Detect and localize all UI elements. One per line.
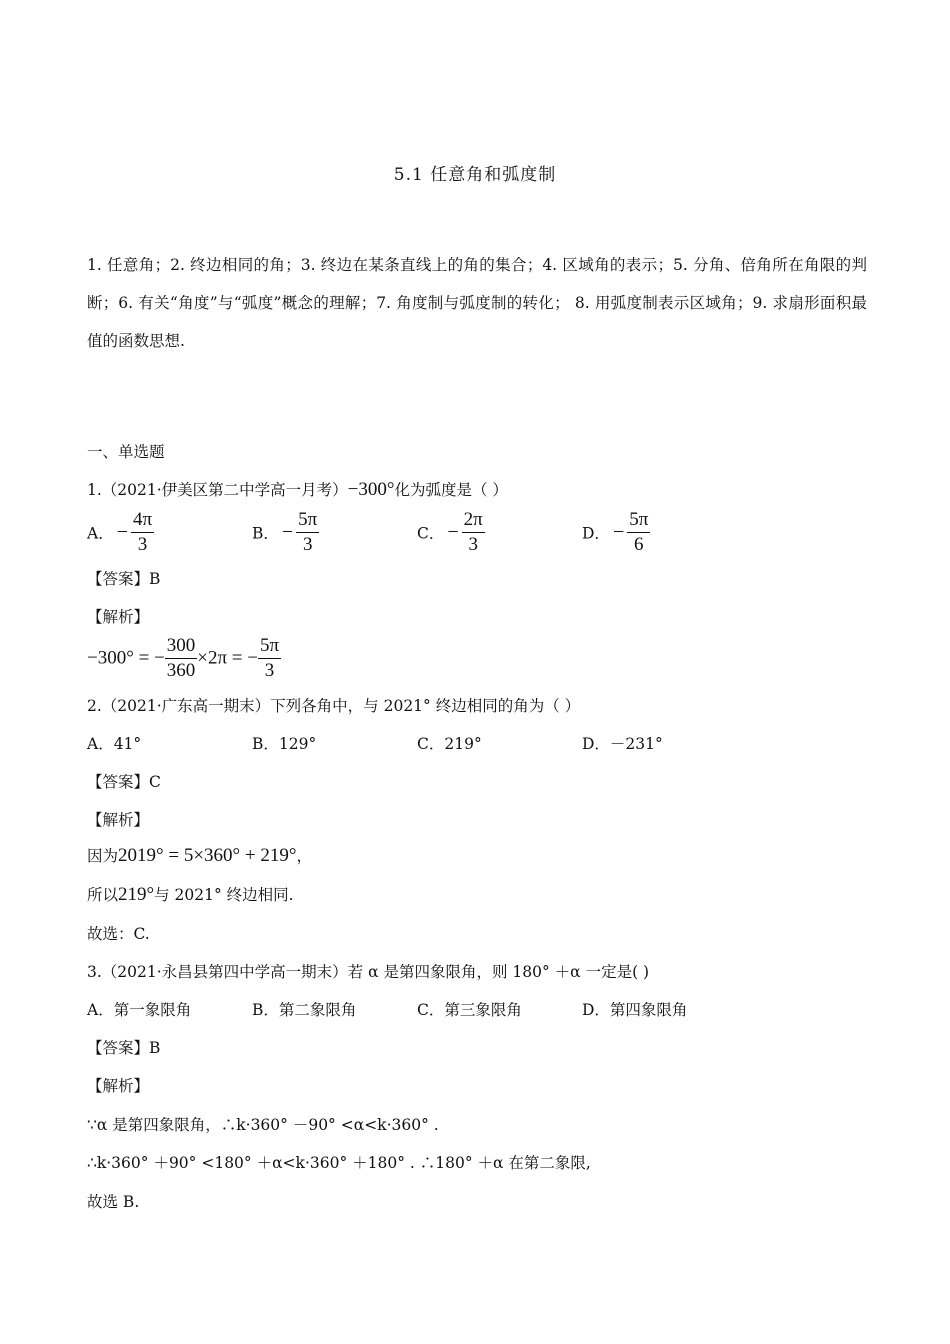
question-3-solution-1: ∵α 是第四象限角，∴k·360° －90° <α<k·360° . xyxy=(87,1116,439,1134)
question-3-option-d: D．第四象限角 xyxy=(582,1001,688,1019)
question-3-solution-3: 故选 B. xyxy=(87,1193,140,1211)
question-3-analysis-label: 【解析】 xyxy=(87,1077,150,1095)
question-2-option-d: D．－231° xyxy=(582,735,663,753)
fraction: $\frac{5\pi}{3}$ xyxy=(298,509,318,555)
question-1-answer: 【答案】B xyxy=(87,570,161,588)
fraction: $\frac{5\pi}{6}$ xyxy=(629,509,649,555)
knowledge-points: 1. 任意角；2. 终边相同的角；3. 终边在某条直线上的角的集合；4. 区域角的表示；5. 分角、倍角所在角限的判断；6. 有关“角度”与“弧度”概念的理解；7. 角度制与弧度制的转化； 8. 用弧度制表示区域角；9. 求扇形面积最值的函数思想. xyxy=(87,256,867,350)
fraction: $\frac{4\pi}{3}$ xyxy=(132,509,153,555)
question-1-option-a: A． − $\frac{4\pi}{3}$ xyxy=(87,509,153,555)
question-1-option-c: C． − $\frac{2\pi}{3}$ xyxy=(417,509,483,555)
section-heading: 一、单选题 xyxy=(87,443,165,461)
question-1-solution: −300° = − $\frac{300}{360}$ ×2π = − $\frac{5\pi}{3}$ xyxy=(87,635,280,681)
question-2-option-c: C．219° xyxy=(417,735,482,753)
question-3-answer: 【答案】B xyxy=(87,1039,161,1057)
page-title: 5.1 任意角和弧度制 xyxy=(393,165,557,185)
question-1-option-b: B． − $\frac{5\pi}{3}$ xyxy=(252,509,318,555)
question-1-source: 1.（2021·伊美区第二中学高一月考） xyxy=(87,481,348,499)
question-1-stem xyxy=(87,478,508,501)
question-1-analysis-label: 【解析】 xyxy=(87,608,150,626)
question-1-suffix: 化为弧度是（ ） xyxy=(394,481,508,499)
question-2-solution-3: 故选：C. xyxy=(87,925,150,943)
question-2-solution-2: 所以219°与 2021° 终边相同. xyxy=(87,884,294,905)
question-3-solution-2: ∴k·360° ＋90° <180° ＋α<k·360° ＋180° . ∴180° ＋α 在第二象限, xyxy=(87,1154,591,1172)
question-1-option-d: D． − $\frac{5\pi}{6}$ xyxy=(582,509,649,555)
question-3-stem: 3.（2021·永昌县第四中学高一期末）若 α 是第四象限角，则 180° ＋α 一定是( ) xyxy=(87,963,650,981)
question-2-option-a: A．41° xyxy=(87,735,142,753)
question-2-solution-1: 因为2019° = 5×360° + 219°， xyxy=(87,845,312,866)
question-3-option-a: A．第一象限角 xyxy=(87,1001,192,1019)
fraction: $\frac{2\pi}{3}$ xyxy=(463,509,483,555)
question-2-stem: 2.（2021·广东高一期末）下列各角中，与 2021° 终边相同的角为（ ） xyxy=(87,697,581,715)
question-3-option-c: C．第三象限角 xyxy=(417,1001,522,1019)
question-2-analysis-label: 【解析】 xyxy=(87,811,150,829)
question-3-option-b: B．第二象限角 xyxy=(252,1001,357,1019)
question-1-math: −300° xyxy=(347,479,395,500)
question-2-option-b: B．129° xyxy=(252,735,317,753)
question-2-answer: 【答案】C xyxy=(87,773,161,791)
